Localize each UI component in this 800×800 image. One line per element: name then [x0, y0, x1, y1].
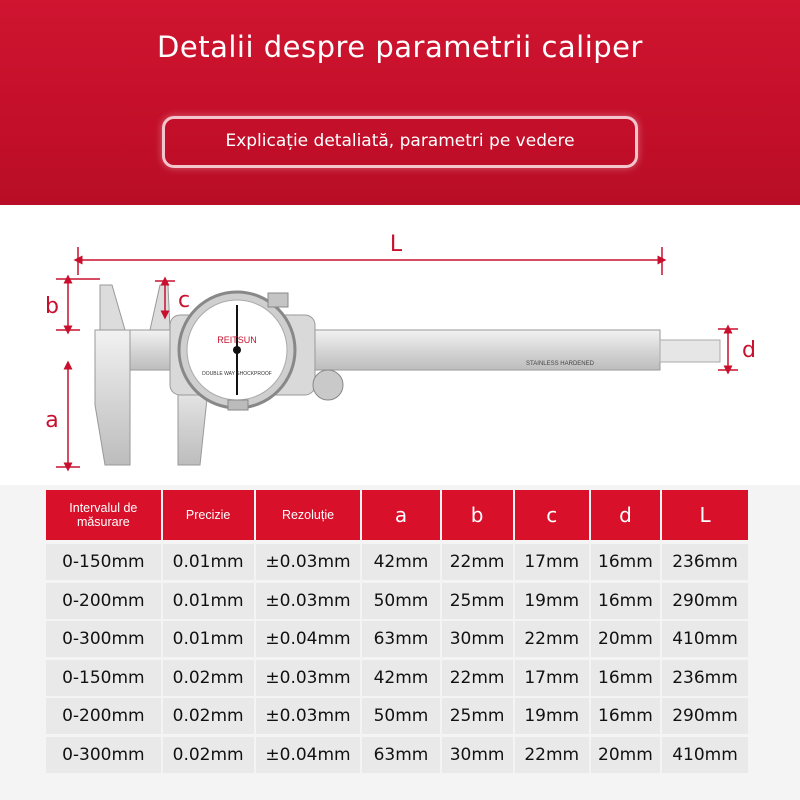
- dial-center: [233, 346, 241, 354]
- table-cell: 17mm: [515, 660, 589, 696]
- table-cell: 0-150mm: [46, 544, 161, 580]
- caliper-illustration: [0, 205, 800, 485]
- header-range: Intervalul de măsurare: [46, 490, 161, 540]
- table-cell: 410mm: [662, 621, 748, 657]
- header-precision: Precizie: [163, 490, 254, 540]
- page-title: Detalii despre parametrii caliper: [157, 30, 643, 64]
- table-cell: 0.02mm: [163, 737, 254, 773]
- table-cell: ±0.03mm: [256, 660, 361, 696]
- table-cell: 16mm: [591, 583, 660, 619]
- label-b: b: [45, 294, 59, 319]
- table-cell: 290mm: [662, 583, 748, 619]
- table-cell: 0.01mm: [163, 621, 254, 657]
- spec-table: [46, 490, 750, 773]
- dial-text: DOUBLE WAY SHOCKPROOF: [202, 371, 272, 377]
- table-cell: 30mm: [442, 737, 513, 773]
- table-cell: 17mm: [515, 544, 589, 580]
- table-cell: 19mm: [515, 698, 589, 734]
- fixed-jaw: [95, 330, 130, 465]
- table-cell: ±0.03mm: [256, 698, 361, 734]
- table-cell: 22mm: [442, 660, 513, 696]
- table-cell: 63mm: [362, 621, 439, 657]
- table-row: [46, 660, 750, 696]
- label-c: c: [177, 288, 191, 313]
- table-cell: 0.02mm: [163, 698, 254, 734]
- lock-screw: [228, 400, 248, 410]
- table-cell: ±0.03mm: [256, 544, 361, 580]
- table-cell: ±0.04mm: [256, 737, 361, 773]
- table-header-row: [46, 490, 750, 540]
- table-cell: 30mm: [442, 621, 513, 657]
- header-a: a: [362, 490, 439, 540]
- table-row: [46, 583, 750, 619]
- table-cell: 25mm: [442, 698, 513, 734]
- table-cell: 0-300mm: [46, 737, 161, 773]
- table-cell: 16mm: [591, 698, 660, 734]
- table-cell: 22mm: [442, 544, 513, 580]
- table-cell: 236mm: [662, 660, 748, 696]
- table-cell: 290mm: [662, 698, 748, 734]
- table-cell: 0-200mm: [46, 698, 161, 734]
- header-L: L: [662, 490, 748, 540]
- table-cell: 42mm: [362, 660, 439, 696]
- label-d: d: [742, 338, 756, 363]
- label-a: a: [45, 408, 59, 433]
- table-cell: 0.01mm: [163, 544, 254, 580]
- table-row: [46, 698, 750, 734]
- table-cell: 0.01mm: [163, 583, 254, 619]
- table-row: [46, 544, 750, 580]
- table-cell: 410mm: [662, 737, 748, 773]
- sliding-upper-jaw: [150, 285, 170, 330]
- table-cell: 25mm: [442, 583, 513, 619]
- table-row: [46, 621, 750, 657]
- table-cell: 63mm: [362, 737, 439, 773]
- table-cell: 22mm: [515, 621, 589, 657]
- table-cell: 20mm: [591, 737, 660, 773]
- page-subtitle: Explicație detaliată, parametri pe vedere: [225, 131, 575, 151]
- table-cell: 0-150mm: [46, 660, 161, 696]
- table-cell: 22mm: [515, 737, 589, 773]
- dial-brand: REITSUN: [217, 335, 257, 345]
- caliper-diagram: [0, 205, 800, 485]
- table-cell: ±0.03mm: [256, 583, 361, 619]
- header-resolution: Rezoluție: [256, 490, 361, 540]
- table-cell: 16mm: [591, 544, 660, 580]
- table-cell: 50mm: [362, 583, 439, 619]
- table-cell: 236mm: [662, 544, 748, 580]
- table-cell: 50mm: [362, 698, 439, 734]
- table-cell: ±0.04mm: [256, 621, 361, 657]
- depth-rod: [660, 340, 720, 362]
- table-cell: 16mm: [591, 660, 660, 696]
- thumb-wheel: [313, 370, 343, 400]
- beam-text: STAINLESS HARDENED: [526, 361, 594, 367]
- table-cell: 0-200mm: [46, 583, 161, 619]
- header-d: d: [591, 490, 660, 540]
- header-b: b: [442, 490, 513, 540]
- fixed-upper-jaw: [100, 285, 125, 330]
- table-cell: 0.02mm: [163, 660, 254, 696]
- table-cell: 20mm: [591, 621, 660, 657]
- table-cell: 0-300mm: [46, 621, 161, 657]
- table-cell: 42mm: [362, 544, 439, 580]
- top-screw: [268, 293, 288, 307]
- table-cell: 19mm: [515, 583, 589, 619]
- header-c: c: [515, 490, 589, 540]
- table-row: [46, 737, 750, 773]
- label-L: L: [389, 232, 403, 257]
